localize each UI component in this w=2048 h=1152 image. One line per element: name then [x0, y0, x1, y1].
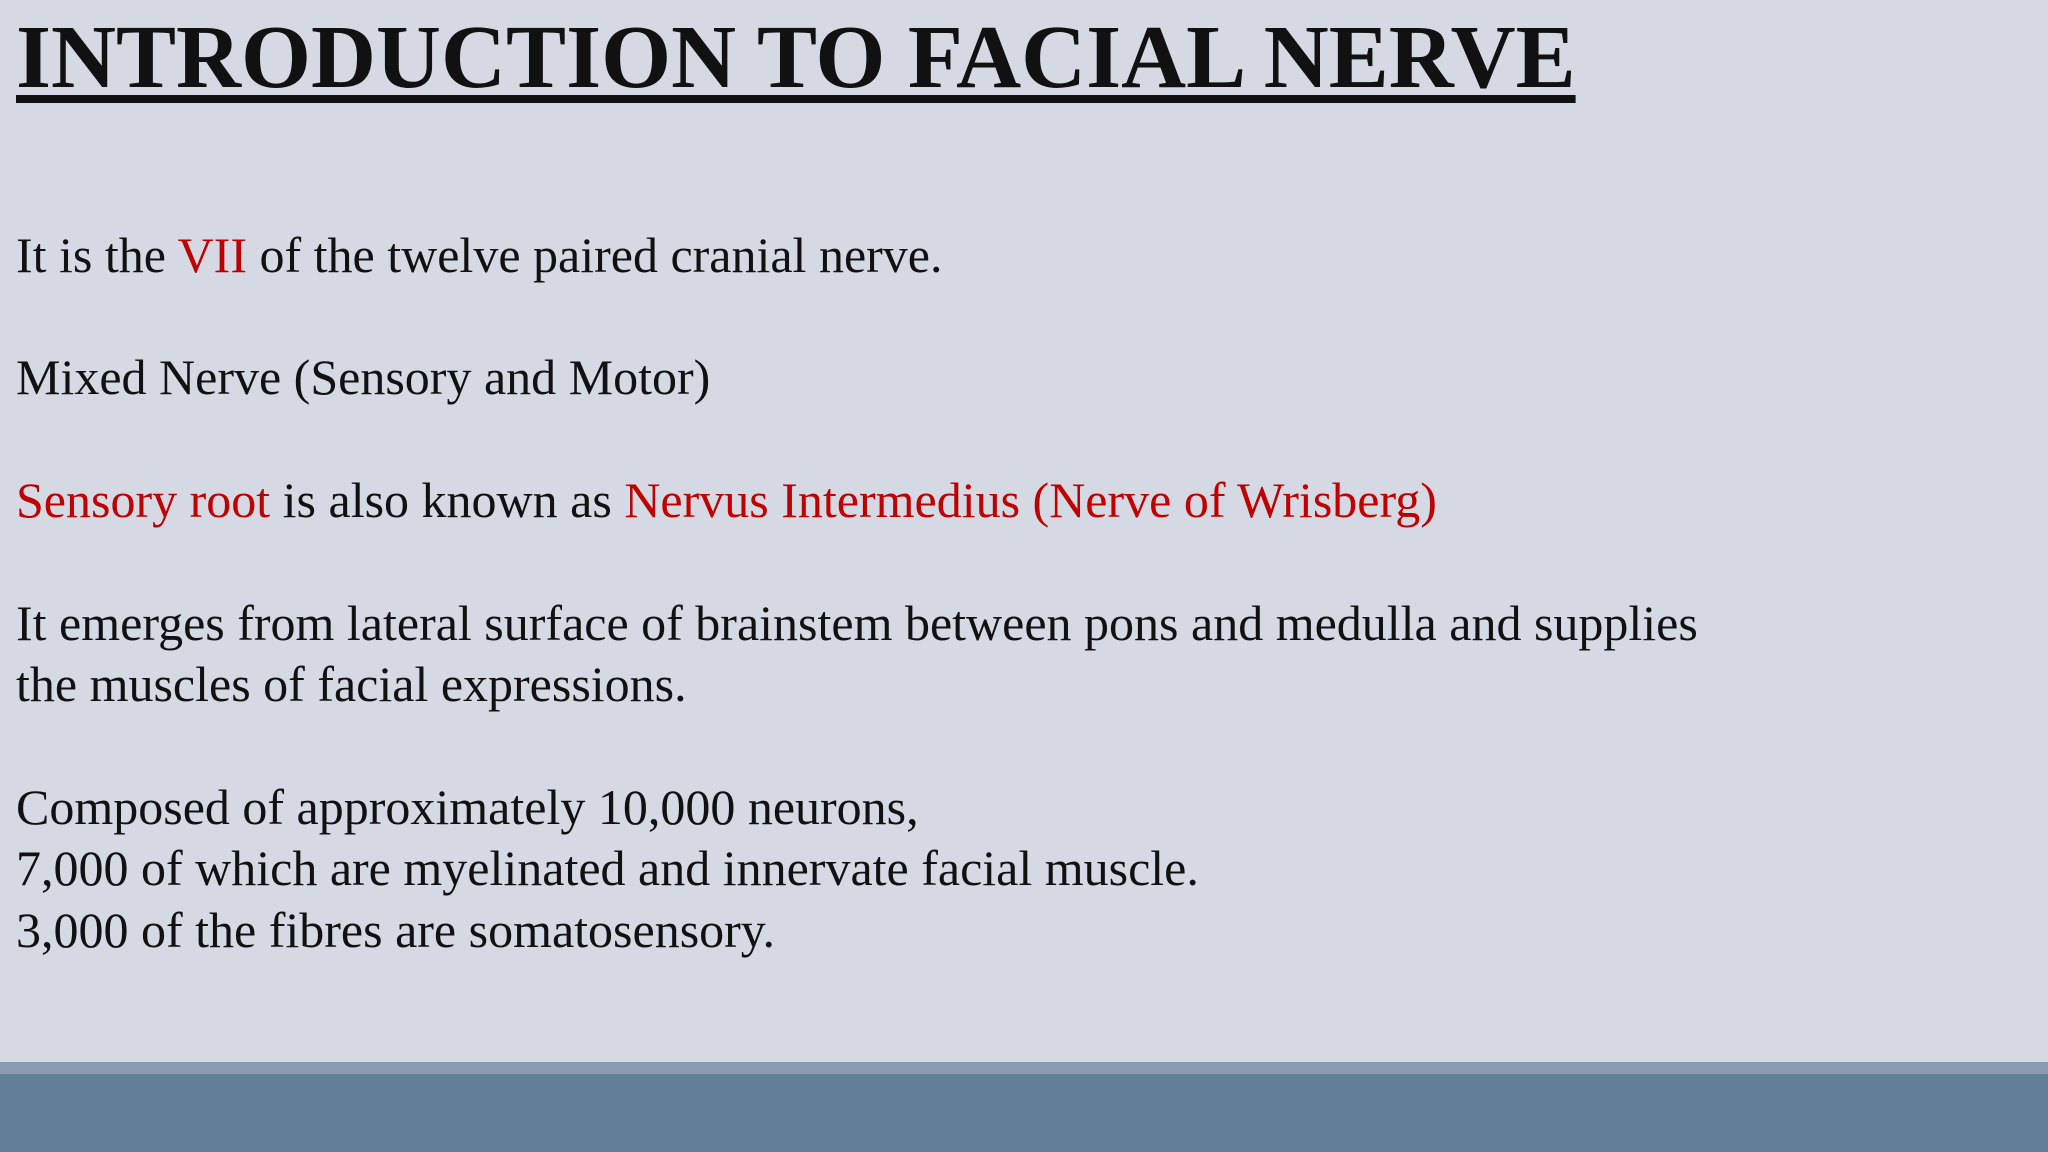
composition-line-2: 7,000 of which are myelinated and innervate facial muscle. [16, 840, 1199, 896]
mixed-nerve-line: Mixed Nerve (Sensory and Motor) [16, 349, 711, 405]
composition-line-1: Composed of approximately 10,000 neurons, [16, 779, 919, 835]
text-segment: is also known as [270, 472, 625, 528]
emergence-line-1: It emerges from lateral surface of brainstem between pons and medulla and supplies [16, 595, 1698, 651]
footer-bar [0, 1074, 2048, 1152]
text-segment: of the twelve paired cranial nerve. [247, 227, 943, 283]
highlight-sensory-root: Sensory root [16, 472, 271, 528]
emergence-line-2: the muscles of facial expressions. [16, 656, 687, 712]
cranial-nerve-number-line [16, 227, 943, 283]
highlight-nervus-intermedius: Nervus Intermedius (Nerve of Wrisberg) [624, 472, 1437, 528]
footer-stripe [0, 1062, 2048, 1074]
composition-line-3: 3,000 of the fibres are somatosensory. [16, 902, 776, 958]
slide-title: INTRODUCTION TO FACIAL NERVE [16, 8, 1576, 107]
text-segment: It is the [16, 227, 178, 283]
highlight-roman-numeral: VII [177, 227, 247, 283]
sensory-root-line [16, 472, 1437, 528]
